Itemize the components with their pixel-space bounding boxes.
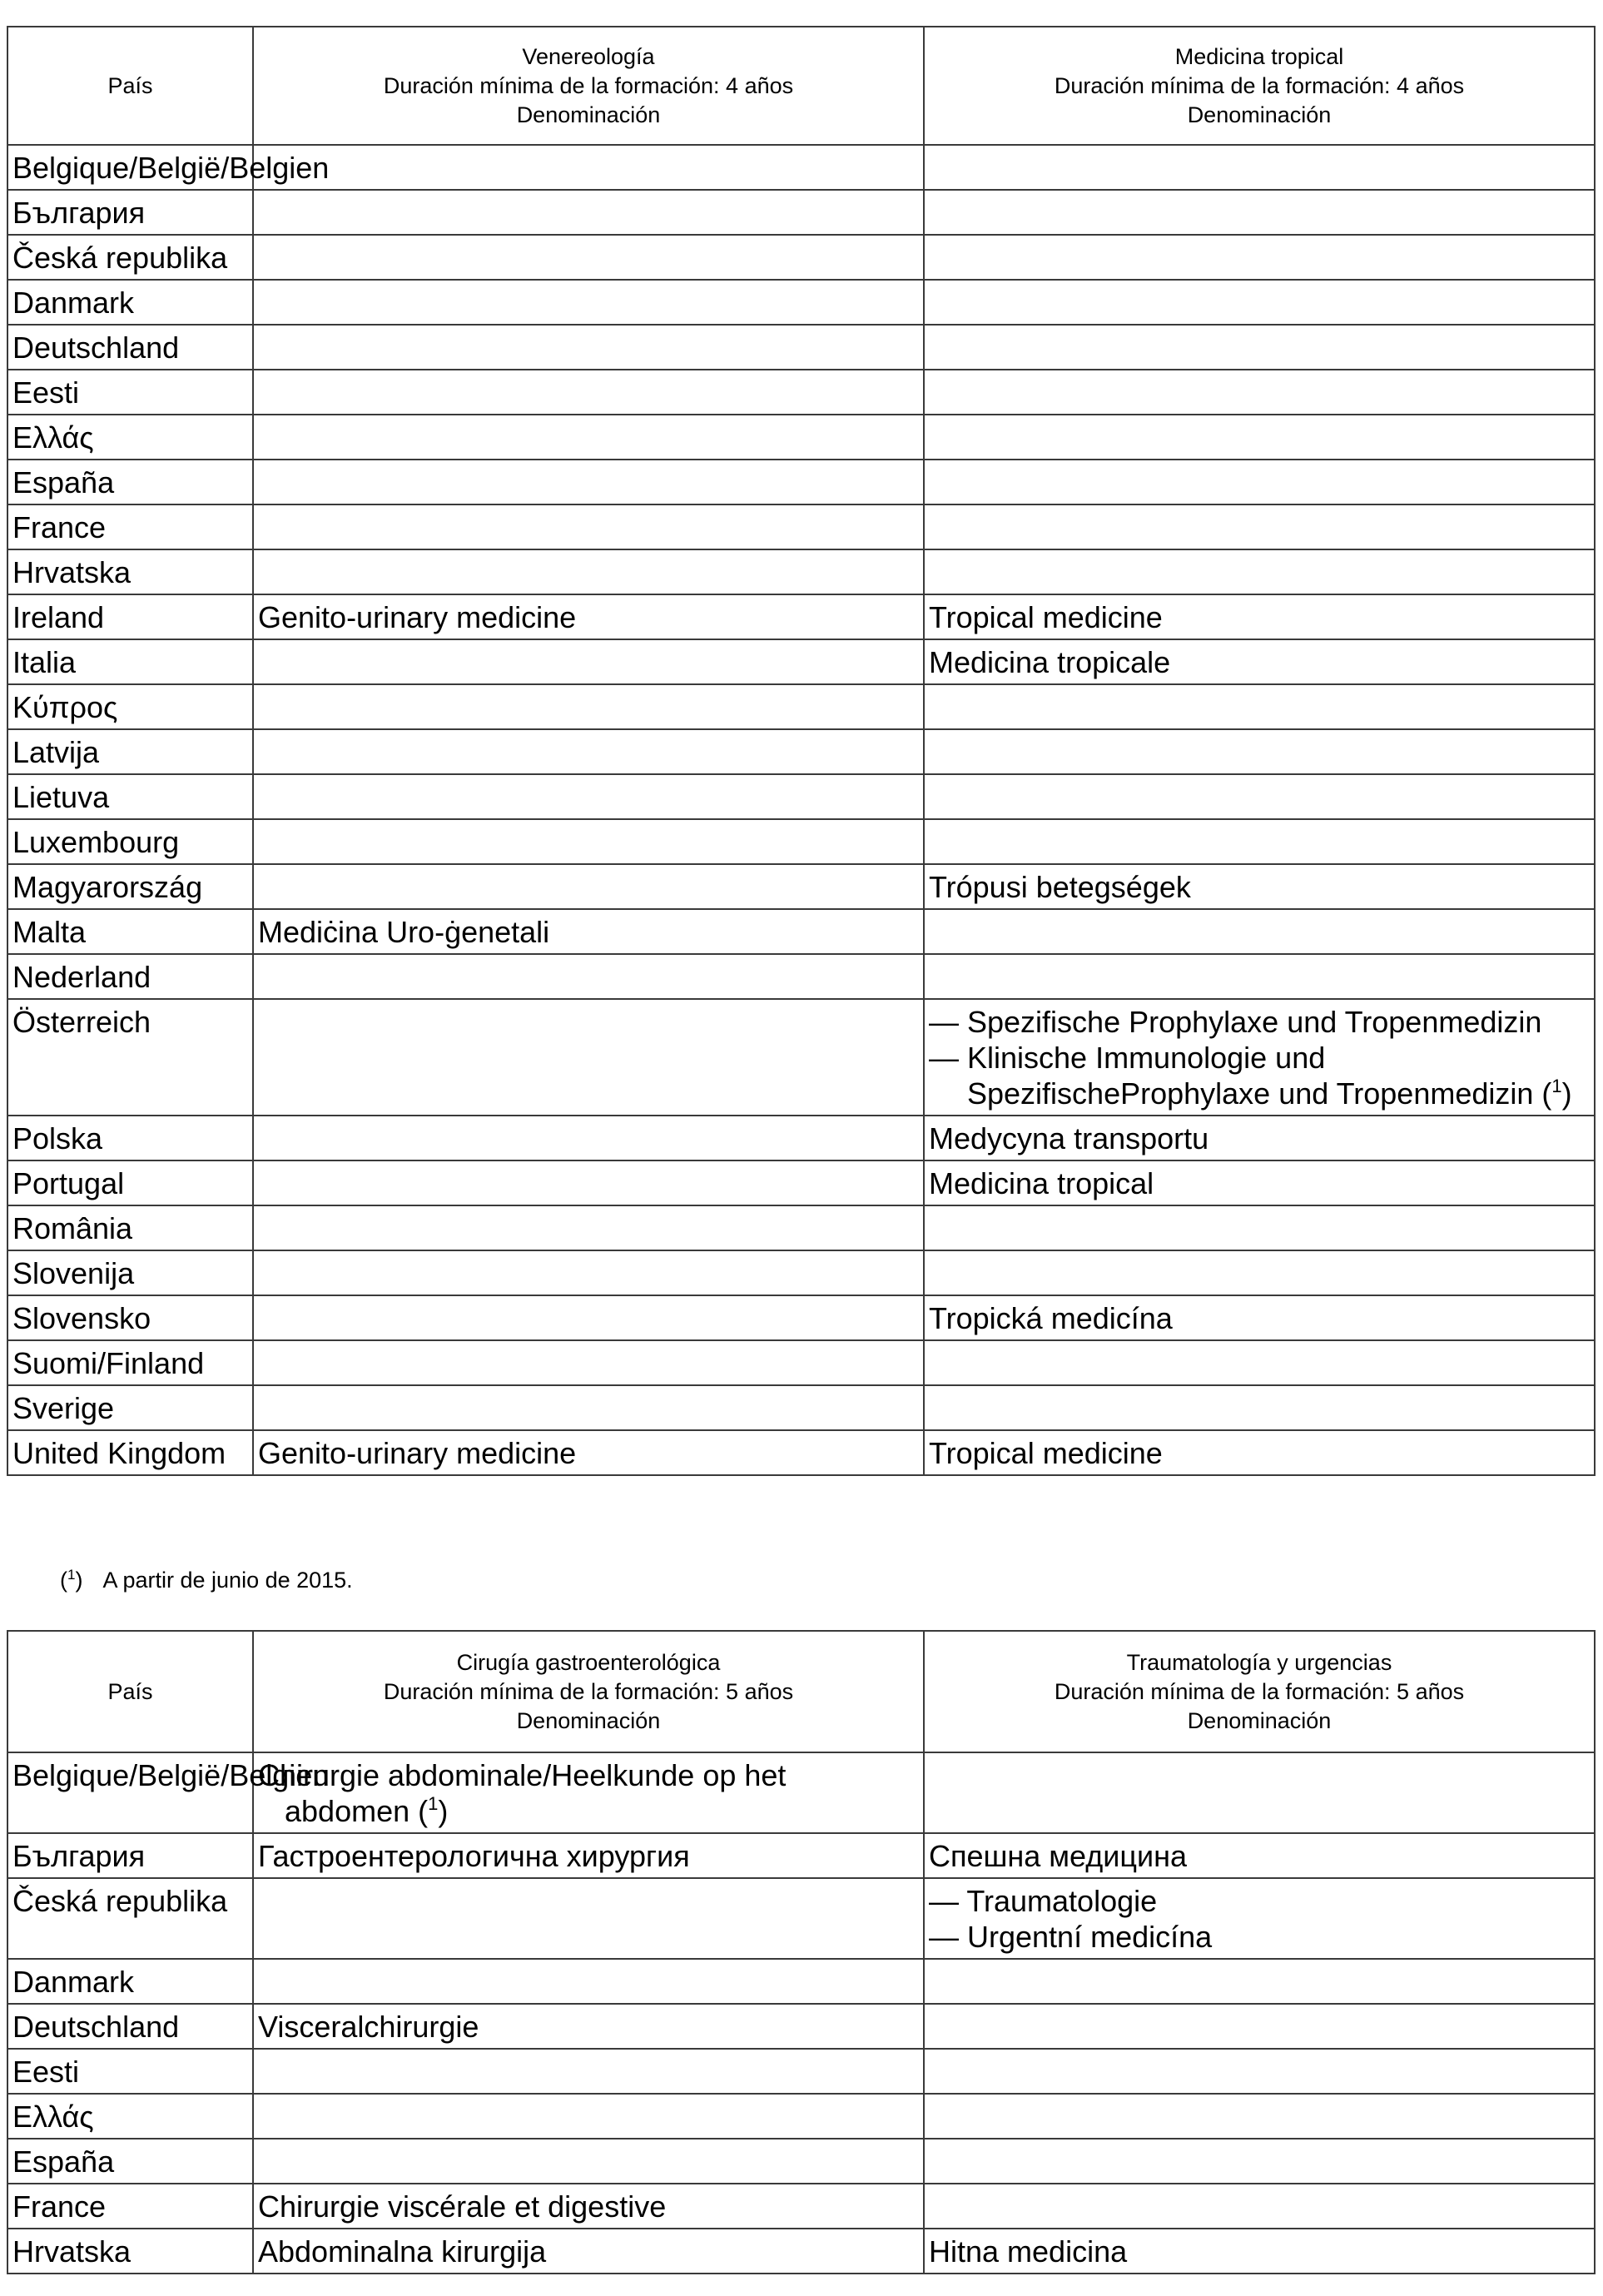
country-cell: Deutschland xyxy=(7,2004,253,2049)
table-row xyxy=(7,684,1595,729)
denomination-line: — Traumatologie xyxy=(929,1884,1158,1918)
header-venereology xyxy=(253,27,924,145)
table-row xyxy=(7,504,1595,549)
denomination-cell xyxy=(924,1959,1595,2004)
header-denomination: Denominación xyxy=(1187,102,1332,127)
denomination-cell xyxy=(253,954,924,999)
denomination-cell xyxy=(924,1250,1595,1295)
denomination-cell: Abdominalna kirurgija xyxy=(253,2229,924,2274)
country-cell: Polska xyxy=(7,1116,253,1160)
table-row xyxy=(7,1116,1595,1160)
denomination-cell: Genito-urinary medicine xyxy=(253,1430,924,1475)
denomination-cell: Chirurgie abdominale/Heelkunde op het abdomen ($^1$) xyxy=(253,1752,924,1833)
denomination-cell xyxy=(253,864,924,909)
header-duration: Duración mínima de la formación: 5 años xyxy=(383,1678,794,1704)
denomination-cell xyxy=(924,819,1595,864)
denomination-cell xyxy=(924,280,1595,325)
table-row xyxy=(7,1160,1595,1205)
country-cell: Eesti xyxy=(7,2049,253,2094)
table-row xyxy=(7,954,1595,999)
denomination-cell xyxy=(924,1205,1595,1250)
denomination-cell: Chirurgie viscérale et digestive xyxy=(253,2184,924,2229)
denomination-cell xyxy=(924,2139,1595,2184)
country-cell: Belgique/België/Belgien xyxy=(7,145,253,190)
denomination-cell xyxy=(924,954,1595,999)
header-specialty: Medicina tropical xyxy=(1174,43,1344,69)
denomination-cell xyxy=(253,999,924,1116)
header-denomination: Denominación xyxy=(1187,1707,1332,1733)
footnote-marker: ($^1$) xyxy=(60,1567,83,1593)
country-cell: Lietuva xyxy=(7,774,253,819)
table-row xyxy=(7,1250,1595,1295)
header-gastro-surgery xyxy=(253,1631,924,1752)
country-cell: Slovensko xyxy=(7,1295,253,1340)
country-cell: France xyxy=(7,504,253,549)
table-row xyxy=(7,2094,1595,2139)
table-row xyxy=(7,1205,1595,1250)
denomination-cell xyxy=(924,549,1595,594)
country-cell: Hrvatska xyxy=(7,2229,253,2274)
country-cell: Belgique/België/Belgien xyxy=(7,1752,253,1833)
header-duration: Duración mínima de la formación: 4 años xyxy=(383,72,794,98)
table-row xyxy=(7,729,1595,774)
footnote-ref: 1 xyxy=(1551,1076,1562,1096)
country-cell: България xyxy=(7,1833,253,1878)
denomination-cell xyxy=(253,819,924,864)
country-cell: Κύπρος xyxy=(7,684,253,729)
country-cell: Latvija xyxy=(7,729,253,774)
denomination-cell: Medicina tropical xyxy=(924,1160,1595,1205)
table-row xyxy=(7,999,1595,1116)
table-row xyxy=(7,1752,1595,1833)
table-row xyxy=(7,415,1595,460)
denomination-cell xyxy=(924,729,1595,774)
denomination-cell xyxy=(253,729,924,774)
header-denomination: Denominación xyxy=(516,1707,661,1733)
table-row xyxy=(7,864,1595,909)
header-tropical-medicine xyxy=(924,27,1595,145)
denomination-cell: Medicina tropicale xyxy=(924,639,1595,684)
specialties-table-2 xyxy=(7,1630,1596,2274)
table-row xyxy=(7,1959,1595,2004)
denomination-cell xyxy=(924,1340,1595,1385)
denomination-cell xyxy=(253,370,924,415)
denomination-cell xyxy=(924,325,1595,370)
denomination-cell: Genito-urinary medicine xyxy=(253,594,924,639)
denomination-cell xyxy=(924,370,1595,415)
country-cell: Česká republika xyxy=(7,235,253,280)
header-duration: Duración mínima de la formación: 5 años xyxy=(1054,1678,1465,1704)
table-row xyxy=(7,639,1595,684)
header-denomination: Denominación xyxy=(516,102,661,127)
table-row xyxy=(7,325,1595,370)
table-header-row xyxy=(7,1631,1595,1752)
table-row xyxy=(7,1340,1595,1385)
country-cell: Česká republika xyxy=(7,1878,253,1959)
table-row xyxy=(7,280,1595,325)
denomination-cell xyxy=(253,549,924,594)
table-row xyxy=(7,1833,1595,1878)
denomination-cell xyxy=(924,2004,1595,2049)
denomination-cell xyxy=(253,2094,924,2139)
table-row xyxy=(7,819,1595,864)
denomination-cell xyxy=(253,190,924,235)
denomination-cell: Visceralchirurgie xyxy=(253,2004,924,2049)
country-cell: Suomi/Finland xyxy=(7,1340,253,1385)
footnote-text: A partir de junio de 2015. xyxy=(102,1568,353,1593)
country-cell: Magyarország xyxy=(7,864,253,909)
denomination-line: — Spezifische Prophylaxe und Tropenmedizin xyxy=(929,1005,1542,1039)
denomination-line: — Urgentní medicína xyxy=(929,1920,1213,1954)
denomination-cell xyxy=(924,190,1595,235)
table-row xyxy=(7,774,1595,819)
denomination-cell xyxy=(924,1878,1595,1959)
denomination-cell xyxy=(924,684,1595,729)
table-row xyxy=(7,1385,1595,1430)
country-cell: Nederland xyxy=(7,954,253,999)
table-row xyxy=(7,370,1595,415)
denomination-cell xyxy=(253,774,924,819)
denomination-cell xyxy=(253,2139,924,2184)
country-cell: Luxembourg xyxy=(7,819,253,864)
denomination-cell xyxy=(924,415,1595,460)
denomination-cell: Tropical medicine xyxy=(924,1430,1595,1475)
header-traumatology xyxy=(924,1631,1595,1752)
table-row xyxy=(7,2004,1595,2049)
header-specialty: Traumatología y urgencias xyxy=(1126,1649,1392,1675)
table-row xyxy=(7,594,1595,639)
country-cell: Malta xyxy=(7,909,253,954)
table-row xyxy=(7,909,1595,954)
denomination-cell: Hitna medicina xyxy=(924,2229,1595,2274)
table-row xyxy=(7,1430,1595,1475)
country-cell: España xyxy=(7,460,253,504)
denomination-cell xyxy=(924,2049,1595,2094)
denomination-cell xyxy=(253,1340,924,1385)
denomination-cell xyxy=(253,235,924,280)
denomination-cell xyxy=(253,145,924,190)
country-cell: Danmark xyxy=(7,1959,253,2004)
denomination-cell xyxy=(924,2094,1595,2139)
table-row xyxy=(7,2184,1595,2229)
denomination-cell xyxy=(924,1752,1595,1833)
table-header-row xyxy=(7,27,1595,145)
denomination-cell xyxy=(253,1116,924,1160)
denomination-cell: Tropická medicína xyxy=(924,1295,1595,1340)
country-cell: Österreich xyxy=(7,999,253,1116)
table-row xyxy=(7,2049,1595,2094)
country-cell: United Kingdom xyxy=(7,1430,253,1475)
country-cell: Portugal xyxy=(7,1160,253,1205)
denomination-cell xyxy=(253,639,924,684)
denomination-cell xyxy=(253,1250,924,1295)
country-cell: Eesti xyxy=(7,370,253,415)
country-cell: Ελλάς xyxy=(7,415,253,460)
denomination-cell xyxy=(924,504,1595,549)
header-specialty: Venereología xyxy=(522,43,655,69)
denomination-cell xyxy=(253,460,924,504)
specialties-table-1 xyxy=(7,26,1596,1476)
denomination-cell xyxy=(924,460,1595,504)
denomination-cell xyxy=(924,235,1595,280)
denomination-cell xyxy=(924,774,1595,819)
country-cell: Deutschland xyxy=(7,325,253,370)
denomination-cell xyxy=(924,1385,1595,1430)
country-cell: Ελλάς xyxy=(7,2094,253,2139)
denomination-cell xyxy=(253,1160,924,1205)
denomination-cell: Medycyna transportu xyxy=(924,1116,1595,1160)
denomination-cell: Tropical medicine xyxy=(924,594,1595,639)
denomination-cell: Mediċina Uro-ġenetali xyxy=(253,909,924,954)
denomination-line: — Klinische Immunologie und SpezifischeProphylaxe und Tropenmedizin ($^1$) xyxy=(929,1041,1572,1111)
denomination-cell xyxy=(253,1295,924,1340)
country-cell: Italia xyxy=(7,639,253,684)
header-specialty: Cirugía gastroenterológica xyxy=(456,1649,721,1675)
denomination-cell xyxy=(253,415,924,460)
denomination-cell xyxy=(253,1385,924,1430)
denomination-cell xyxy=(253,280,924,325)
country-cell: Hrvatska xyxy=(7,549,253,594)
denomination-cell xyxy=(924,145,1595,190)
denomination-cell xyxy=(924,999,1595,1116)
table-row xyxy=(7,1295,1595,1340)
header-duration: Duración mínima de la formación: 4 años xyxy=(1054,72,1465,98)
country-cell: România xyxy=(7,1205,253,1250)
footnote-ref: 1 xyxy=(428,1793,439,1814)
table-row xyxy=(7,460,1595,504)
denomination-cell xyxy=(253,1878,924,1959)
denomination-cell xyxy=(253,325,924,370)
denomination-cell xyxy=(253,1205,924,1250)
country-cell: Danmark xyxy=(7,280,253,325)
denomination-cell xyxy=(253,2049,924,2094)
country-cell: България xyxy=(7,190,253,235)
denomination-cell: Спешна медицина xyxy=(924,1833,1595,1878)
table-row xyxy=(7,2229,1595,2274)
denomination-cell: Trópusi betegségek xyxy=(924,864,1595,909)
country-cell: España xyxy=(7,2139,253,2184)
table-row xyxy=(7,235,1595,280)
denomination-cell xyxy=(924,909,1595,954)
table-row xyxy=(7,549,1595,594)
table-row xyxy=(7,2139,1595,2184)
header-country: País xyxy=(7,27,253,145)
table-row xyxy=(7,1878,1595,1959)
country-cell: Sverige xyxy=(7,1385,253,1430)
table-row xyxy=(7,190,1595,235)
denomination-cell xyxy=(253,504,924,549)
denomination-cell: Гастроентерологична хирургия xyxy=(253,1833,924,1878)
country-cell: France xyxy=(7,2184,253,2229)
country-cell: Ireland xyxy=(7,594,253,639)
header-country: País xyxy=(7,1631,253,1752)
denomination-cell xyxy=(253,684,924,729)
denomination-cell xyxy=(253,1959,924,2004)
country-cell: Slovenija xyxy=(7,1250,253,1295)
table-row xyxy=(7,145,1595,190)
denomination-cell xyxy=(924,2184,1595,2229)
footnote xyxy=(60,1565,353,1595)
